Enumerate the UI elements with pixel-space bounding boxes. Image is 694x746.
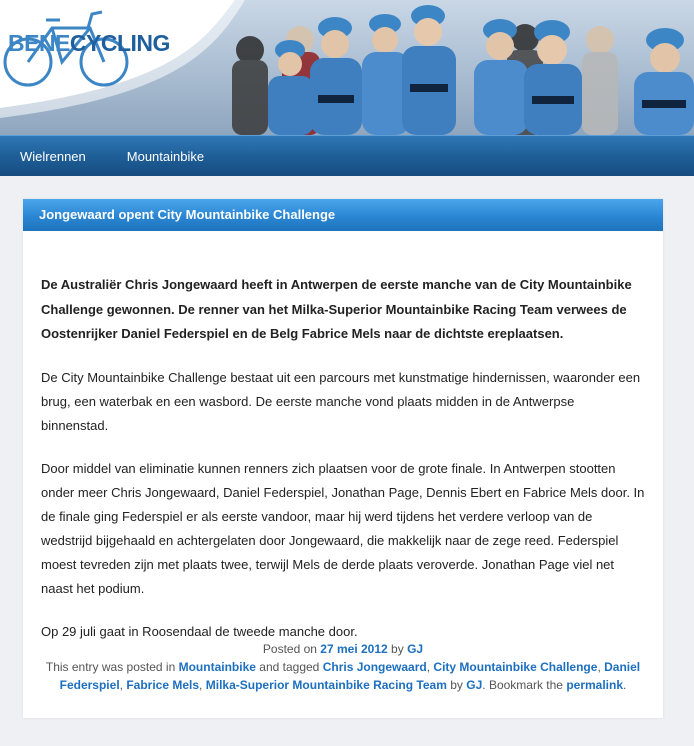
posted-on-label: Posted on <box>262 642 317 656</box>
article-paragraph: Door middel van eliminatie kunnen renners zich plaatsen voor de grote finale. In Antwerpen stootten onder meer Chris Jongewaard, Daniel Federspiel, Jonathan Page, Dennis Ebert en Fabrice Mels door. In de finale ging Federspiel er als eerste vandoor, maar hij werd tijdens het verdere verloop van de wedstrijd bijgehaald en achtergelaten door Jongewaard, die makkelijk naar de zege reed. Federspiel moest tevreden zijn met plaats twee, terwijl Mels de derde plaats veroverde. Jonathan Page viel net naast het podium. <box>41 460 645 596</box>
tag-separator: , <box>199 678 203 692</box>
nav-item-mountainbike[interactable]: Mountainbike <box>126 148 205 164</box>
by-label: by <box>450 678 463 692</box>
entry-meta <box>23 640 663 694</box>
logo-wordmark <box>8 30 170 57</box>
tag-link[interactable]: Milka-Superior Mountainbike Racing Team <box>205 678 447 692</box>
tag-separator: , <box>597 660 601 674</box>
permalink-link[interactable]: permalink <box>566 678 624 692</box>
main-nav <box>0 135 694 176</box>
logo-text-cycling: CYCLING <box>69 30 170 56</box>
taxonomy-line <box>23 658 663 694</box>
site-header <box>0 0 694 135</box>
tag-link[interactable]: Daniel Federspiel <box>59 660 641 692</box>
bookmark-label: . Bookmark the <box>482 678 563 692</box>
tag-link[interactable]: City Mountainbike Challenge <box>433 660 598 674</box>
tag-separator: , <box>119 678 123 692</box>
article-card <box>23 199 663 718</box>
logo[interactable] <box>0 0 235 135</box>
article-paragraph: De City Mountainbike Challenge bestaat uit een parcours met kunstmatige hindernissen, waaronder een brug, een waterbak en een wasbord. De eerste manche vond plaats midden in de Antwerpse binnenstad. <box>41 369 641 433</box>
article-lead: De Australiër Chris Jongewaard heeft in Antwerpen de eerste manche van de City Mountainbike Challenge gewonnen. De renner van het Milka-Superior Mountainbike Racing Team verwees de Oostenrijker Daniel Federspiel en de Belg Fabrice Mels naar de dichtste ereplaatsen. <box>41 277 632 341</box>
tag-link[interactable]: Fabrice Mels <box>126 678 200 692</box>
category-link[interactable]: Mountainbike <box>178 660 256 674</box>
article-title[interactable]: Jongewaard opent City Mountainbike Challenge <box>23 199 663 231</box>
article-body <box>23 231 663 644</box>
post-date-link[interactable]: 27 mei 2012 <box>320 642 388 656</box>
nav-item-wielrennen[interactable]: Wielrennen <box>20 148 86 164</box>
entry-posted-in-label: This entry was posted in <box>45 660 176 674</box>
author-link[interactable]: GJ <box>407 642 424 656</box>
posted-line <box>23 640 663 658</box>
logo-text-bene: BENE <box>8 30 70 56</box>
sentence-end: . <box>623 678 627 692</box>
by-label: by <box>391 642 404 656</box>
author-link[interactable]: GJ <box>466 678 483 692</box>
tag-separator: , <box>426 660 431 674</box>
and-tagged-label: and tagged <box>259 660 320 674</box>
article-paragraph: Op 29 juli gaat in Roosendaal de tweede manche door. <box>41 623 358 639</box>
tag-link[interactable]: Chris Jongewaard <box>322 660 427 674</box>
